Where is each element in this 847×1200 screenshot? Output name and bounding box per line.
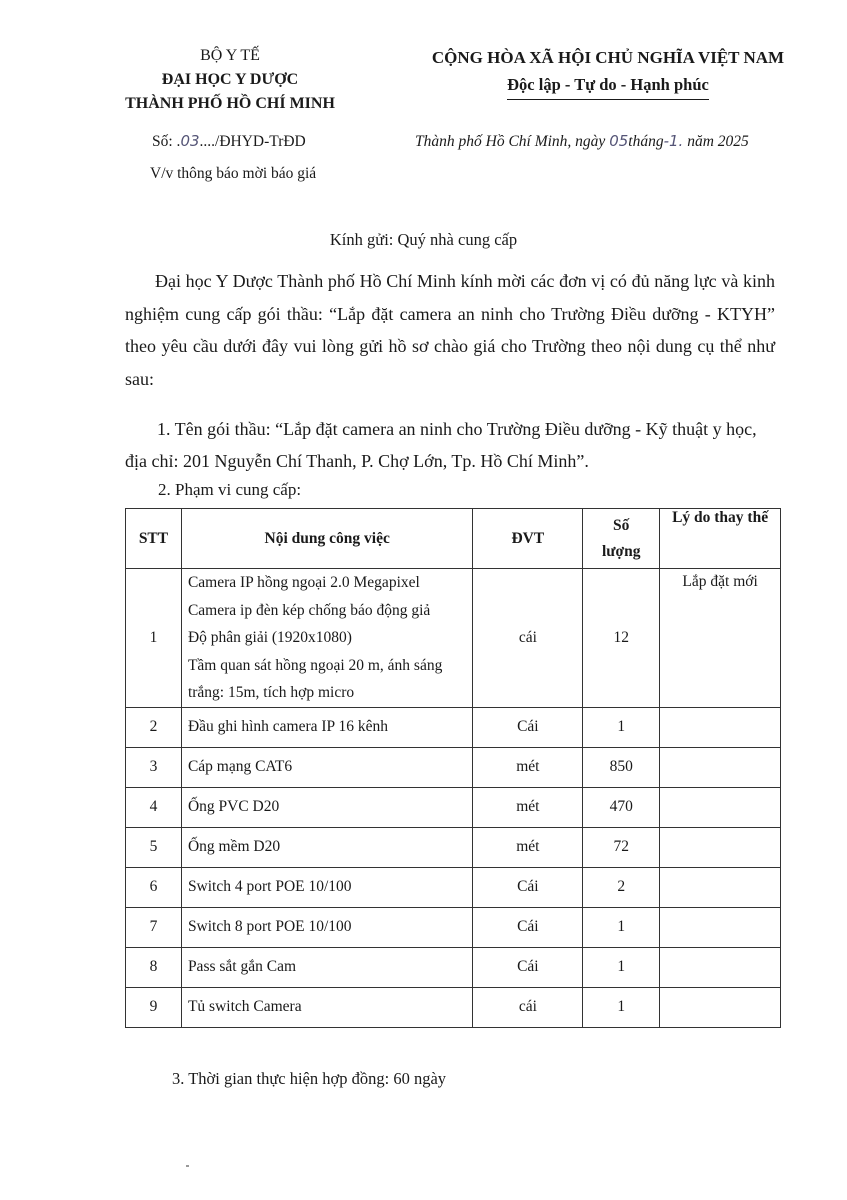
row-reason (660, 907, 781, 947)
row-content: Ống mềm D20 (181, 827, 473, 867)
table-row (126, 867, 781, 907)
table-row (126, 747, 781, 787)
row-stt: 6 (126, 867, 182, 907)
row-unit: mét (473, 787, 583, 827)
row-content: Cáp mạng CAT6 (181, 747, 473, 787)
row-reason (660, 747, 781, 787)
doc-number-handwritten: 03 (180, 132, 200, 150)
table-row (126, 707, 781, 747)
row-reason (660, 827, 781, 867)
row-content-line: Độ phân giải (1920x1080) (187, 629, 352, 646)
doc-number-prefix: Số: . (152, 133, 181, 150)
table-row (126, 569, 781, 708)
row-quantity: 1 (583, 947, 660, 987)
header-quantity-line1: Số (613, 516, 630, 534)
university-name-line2: THÀNH PHỐ HỒ CHÍ MINH (125, 95, 335, 112)
header-quantity-line2: lượng (601, 542, 641, 560)
ministry-name: BỘ Y TẾ (200, 47, 260, 64)
national-motto: Độc lập - Tự do - Hạnh phúc (507, 71, 709, 100)
row-quantity: 2 (583, 867, 660, 907)
row-quantity: 850 (583, 747, 660, 787)
doc-number-suffix: ..../ĐHYD-TrĐD (199, 133, 306, 150)
table-row (126, 787, 781, 827)
row-stt: 7 (126, 907, 182, 947)
republic-title: CỘNG HÒA XÃ HỘI CHỦ NGHĨA VIỆT NAM (431, 48, 785, 67)
row-unit: cái (473, 569, 583, 708)
date-part3: năm 2025 (683, 133, 749, 150)
header-reason: Lý do thay thế (660, 509, 781, 569)
row-content: Switch 8 port POE 10/100 (181, 907, 473, 947)
row-content-line: Camera IP hồng ngoại 2.0 Megapixel (187, 574, 420, 591)
package-name-item: 1. Tên gói thầu: “Lắp đặt camera an ninh cho Trường Điều dưỡng - Kỹ thuật y học, địa chỉ: 201 Nguyễn Chí Thanh, P. Chợ Lớn, Tp. Hồ Chí Minh”. (125, 419, 757, 471)
scope-heading: 2. Phạm vi cung cấp: (158, 480, 302, 499)
row-content (181, 569, 473, 708)
row-unit: Cái (473, 907, 583, 947)
row-quantity: 12 (583, 569, 660, 708)
row-stt: 9 (126, 987, 182, 1027)
row-content: Tủ switch Camera (181, 987, 473, 1027)
intro-paragraph: Đại học Y Dược Thành phố Hồ Chí Minh kính mời các đơn vị có đủ năng lực và kinh nghiệm cung cấp gói thầu: “Lắp đặt camera an ninh cho Trường Điều dưỡng - KTYH” theo yêu cầu dưới đây vui lòng gửi hồ sơ chào giá cho Trường theo nội dung cụ thể như sau: (125, 271, 775, 389)
header-quantity (583, 509, 660, 569)
row-quantity: 1 (583, 707, 660, 747)
row-reason (660, 787, 781, 827)
row-quantity: 1 (583, 907, 660, 947)
row-quantity: 470 (583, 787, 660, 827)
document-subject: V/v thông báo mời báo giá (150, 165, 317, 182)
row-content-line: Tầm quan sát hồng ngoại 20 m, ánh sáng (187, 656, 443, 674)
row-stt: 3 (126, 747, 182, 787)
row-unit: cái (473, 987, 583, 1027)
row-content: Switch 4 port POE 10/100 (181, 867, 473, 907)
row-quantity: 72 (583, 827, 660, 867)
row-stt: 4 (126, 787, 182, 827)
document-number (152, 132, 306, 151)
table-row (126, 907, 781, 947)
row-stt: 8 (126, 947, 182, 987)
header-content: Nội dung công việc (181, 509, 473, 569)
header-unit: ĐVT (473, 509, 583, 569)
row-stt: 5 (126, 827, 182, 867)
row-reason (660, 707, 781, 747)
header-stt: STT (126, 509, 182, 569)
row-reason (660, 987, 781, 1027)
university-name-line1: ĐẠI HỌC Y DƯỢC (161, 71, 299, 88)
date-part2: tháng (628, 133, 664, 150)
row-content: Pass sắt gắn Cam (181, 947, 473, 987)
row-reason: Lắp đặt mới (660, 569, 781, 708)
row-content: Đầu ghi hình camera IP 16 kênh (181, 707, 473, 747)
contract-duration-item: 3. Thời gian thực hiện hợp đồng: 60 ngày (172, 1069, 447, 1088)
row-unit: mét (473, 747, 583, 787)
row-unit: Cái (473, 867, 583, 907)
row-stt: 1 (126, 569, 182, 708)
table-row (126, 827, 781, 867)
row-reason (660, 867, 781, 907)
row-quantity: 1 (583, 987, 660, 1027)
table-row (126, 987, 781, 1027)
row-unit: mét (473, 827, 583, 867)
national-header (398, 44, 818, 100)
date-part1: Thành phố Hồ Chí Minh, ngày (415, 133, 610, 150)
row-content-line: trắng: 15m, tích hợp micro (187, 684, 355, 701)
salutation: Kính gửi: Quý nhà cung cấp (329, 230, 518, 249)
scope-table (125, 508, 781, 1028)
issue-date (415, 132, 749, 151)
table-header-row (126, 509, 781, 569)
row-unit: Cái (473, 947, 583, 987)
issuer-header (95, 44, 365, 116)
row-content: Ống PVC D20 (181, 787, 473, 827)
row-content-line: Camera ip đèn kép chống báo động giả (187, 601, 431, 619)
scan-speck (186, 1165, 189, 1167)
row-stt: 2 (126, 707, 182, 747)
date-month-handwritten: -1. (663, 132, 684, 150)
table-row (126, 947, 781, 987)
date-day-handwritten: 05 (609, 132, 629, 150)
row-reason (660, 947, 781, 987)
row-unit: Cái (473, 707, 583, 747)
